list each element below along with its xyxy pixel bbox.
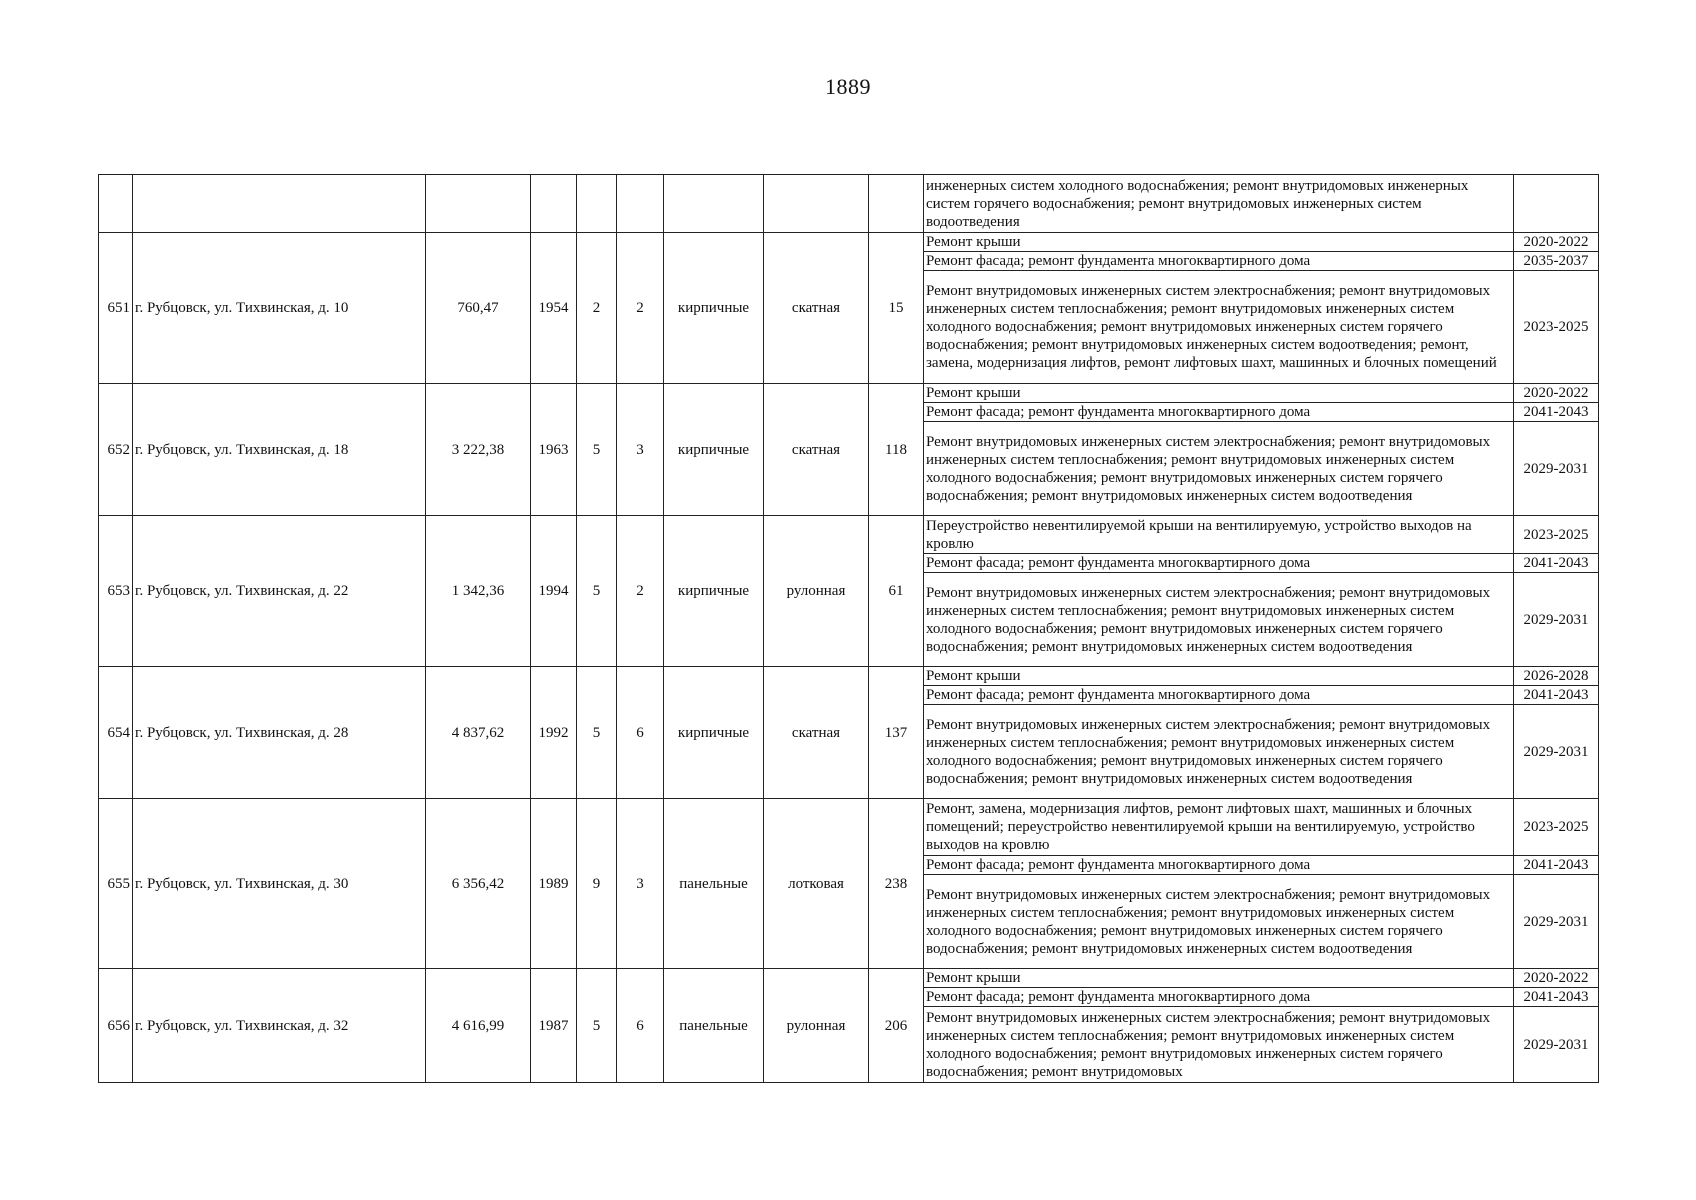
roof-cell: лотковая xyxy=(764,799,869,969)
apartments-cell: 118 xyxy=(869,384,924,516)
table-row xyxy=(99,799,1599,856)
row-number: 654 xyxy=(99,667,133,799)
roof-cell: рулонная xyxy=(764,516,869,667)
work-cell: Ремонт внутридомовых инженерных систем электроснабжения; ремонт внутридомовых инженерных систем теплоснабжения; ремонт внутридомовых инженерных систем холодного водоснабжения; ремонт внутридомовых инженерных систем горячего водоснабжения; ремонт внутридомовых инженерных систем водоотведения xyxy=(924,573,1514,667)
work-cell: Ремонт внутридомовых инженерных систем электроснабжения; ремонт внутридомовых инженерных систем теплоснабжения; ремонт внутридомовых инженерных систем холодного водоснабжения; ремонт внутридомовых инженерных систем горячего водоснабжения; ремонт внутридомовых инженерных систем водоотведения xyxy=(924,422,1514,516)
row-number: 651 xyxy=(99,233,133,384)
floors-cell: 5 xyxy=(577,516,617,667)
period-cell: 2041-2043 xyxy=(1514,403,1599,422)
apartments-cell: 61 xyxy=(869,516,924,667)
entrances-cell: 2 xyxy=(617,516,664,667)
capital-repair-register-table xyxy=(98,174,1599,1083)
entrances-cell: 3 xyxy=(617,384,664,516)
floors-cell: 5 xyxy=(577,384,617,516)
area-cell: 6 356,42 xyxy=(426,799,531,969)
area-cell: 760,47 xyxy=(426,233,531,384)
walls-cell xyxy=(664,175,764,233)
period-cell: 2023-2025 xyxy=(1514,799,1599,856)
period-cell: 2035-2037 xyxy=(1514,252,1599,271)
year-cell: 1954 xyxy=(531,233,577,384)
walls-cell: кирпичные xyxy=(664,384,764,516)
period-cell: 2023-2025 xyxy=(1514,271,1599,384)
address-cell: г. Рубцовск, ул. Тихвинская, д. 18 xyxy=(133,384,426,516)
work-cell: Ремонт фасада; ремонт фундамента многоквартирного дома xyxy=(924,988,1514,1007)
table-row xyxy=(99,969,1599,988)
apartments-cell: 206 xyxy=(869,969,924,1083)
work-cell: Ремонт фасада; ремонт фундамента многоквартирного дома xyxy=(924,403,1514,422)
period-cell: 2029-2031 xyxy=(1514,422,1599,516)
apartments-cell xyxy=(869,175,924,233)
work-cell: Ремонт внутридомовых инженерных систем электроснабжения; ремонт внутридомовых инженерных систем теплоснабжения; ремонт внутридомовых инженерных систем холодного водоснабжения; ремонт внутридомовых инженерных систем горячего водоснабжения; ремонт внутридомовых инженерных систем водоотведения xyxy=(924,705,1514,799)
period-cell: 2029-2031 xyxy=(1514,705,1599,799)
year-cell xyxy=(531,175,577,233)
work-cell: Ремонт крыши xyxy=(924,969,1514,988)
entrances-cell: 3 xyxy=(617,799,664,969)
year-cell: 1963 xyxy=(531,384,577,516)
entrances-cell xyxy=(617,175,664,233)
area-cell: 4 837,62 xyxy=(426,667,531,799)
period-cell xyxy=(1514,175,1599,233)
row-number: 652 xyxy=(99,384,133,516)
work-cell: Ремонт фасада; ремонт фундамента многоквартирного дома xyxy=(924,554,1514,573)
work-cell: Ремонт крыши xyxy=(924,667,1514,686)
work-cell: Ремонт фасада; ремонт фундамента многоквартирного дома xyxy=(924,252,1514,271)
num-cell xyxy=(99,175,133,233)
work-cell: Ремонт крыши xyxy=(924,233,1514,252)
period-cell: 2029-2031 xyxy=(1514,573,1599,667)
year-cell: 1992 xyxy=(531,667,577,799)
entrances-cell: 6 xyxy=(617,969,664,1083)
row-number: 653 xyxy=(99,516,133,667)
floors-cell: 5 xyxy=(577,667,617,799)
row-number: 655 xyxy=(99,799,133,969)
period-cell: 2020-2022 xyxy=(1514,969,1599,988)
roof-cell: скатная xyxy=(764,667,869,799)
entrances-cell: 2 xyxy=(617,233,664,384)
table-row xyxy=(99,667,1599,686)
roof-cell xyxy=(764,175,869,233)
area-cell: 4 616,99 xyxy=(426,969,531,1083)
year-cell: 1989 xyxy=(531,799,577,969)
work-cell: Ремонт фасада; ремонт фундамента многоквартирного дома xyxy=(924,686,1514,705)
apartments-cell: 238 xyxy=(869,799,924,969)
apartments-cell: 15 xyxy=(869,233,924,384)
table-row xyxy=(99,384,1599,403)
work-cell: инженерных систем холодного водоснабжения; ремонт внутридомовых инженерных систем горячего водоснабжения; ремонт внутридомовых инженерных систем водоотведения xyxy=(924,175,1514,233)
table-row xyxy=(99,233,1599,252)
period-cell: 2041-2043 xyxy=(1514,554,1599,573)
walls-cell: панельные xyxy=(664,969,764,1083)
area-cell xyxy=(426,175,531,233)
floors-cell: 5 xyxy=(577,969,617,1083)
work-cell: Ремонт крыши xyxy=(924,384,1514,403)
period-cell: 2041-2043 xyxy=(1514,988,1599,1007)
work-cell: Ремонт внутридомовых инженерных систем электроснабжения; ремонт внутридомовых инженерных систем теплоснабжения; ремонт внутридомовых инженерных систем холодного водоснабжения; ремонт внутридомовых инженерных систем горячего водоснабжения; ремонт внутридомовых инженерных систем водоотведения xyxy=(924,875,1514,969)
period-cell: 2041-2043 xyxy=(1514,856,1599,875)
year-cell: 1987 xyxy=(531,969,577,1083)
roof-cell: рулонная xyxy=(764,969,869,1083)
continuation-row xyxy=(99,175,1599,233)
roof-cell: скатная xyxy=(764,384,869,516)
floors-cell: 9 xyxy=(577,799,617,969)
area-cell: 1 342,36 xyxy=(426,516,531,667)
walls-cell: панельные xyxy=(664,799,764,969)
year-cell: 1994 xyxy=(531,516,577,667)
table-row xyxy=(99,516,1599,554)
period-cell: 2026-2028 xyxy=(1514,667,1599,686)
work-cell: Ремонт внутридомовых инженерных систем электроснабжения; ремонт внутридомовых инженерных систем теплоснабжения; ремонт внутридомовых инженерных систем холодного водоснабжения; ремонт внутридомовых инженерных систем горячего водоснабжения; ремонт внутридомовых инженерных систем водоотведения; ремонт, замена, модернизация лифтов, ремонт лифтовых шахт, машинных и блочных помещений xyxy=(924,271,1514,384)
period-cell: 2023-2025 xyxy=(1514,516,1599,554)
work-cell: Ремонт фасада; ремонт фундамента многоквартирного дома xyxy=(924,856,1514,875)
address-cell: г. Рубцовск, ул. Тихвинская, д. 22 xyxy=(133,516,426,667)
walls-cell: кирпичные xyxy=(664,516,764,667)
work-cell: Ремонт, замена, модернизация лифтов, ремонт лифтовых шахт, машинных и блочных помещений; переустройство невентилируемой крыши на вентилируемую, устройство выходов на кровлю xyxy=(924,799,1514,856)
work-cell: Ремонт внутридомовых инженерных систем электроснабжения; ремонт внутридомовых инженерных систем теплоснабжения; ремонт внутридомовых инженерных систем холодного водоснабжения; ремонт внутридомовых инженерных систем горячего водоснабжения; ремонт внутридомовых xyxy=(924,1007,1514,1083)
address-cell: г. Рубцовск, ул. Тихвинская, д. 28 xyxy=(133,667,426,799)
apartments-cell: 137 xyxy=(869,667,924,799)
floors-cell xyxy=(577,175,617,233)
walls-cell: кирпичные xyxy=(664,233,764,384)
period-cell: 2041-2043 xyxy=(1514,686,1599,705)
roof-cell: скатная xyxy=(764,233,869,384)
walls-cell: кирпичные xyxy=(664,667,764,799)
page-number: 1889 xyxy=(825,74,871,99)
period-cell: 2020-2022 xyxy=(1514,384,1599,403)
address-cell: г. Рубцовск, ул. Тихвинская, д. 10 xyxy=(133,233,426,384)
address-cell xyxy=(133,175,426,233)
period-cell: 2029-2031 xyxy=(1514,1007,1599,1083)
period-cell: 2020-2022 xyxy=(1514,233,1599,252)
area-cell: 3 222,38 xyxy=(426,384,531,516)
work-cell: Переустройство невентилируемой крыши на вентилируемую, устройство выходов на кровлю xyxy=(924,516,1514,554)
entrances-cell: 6 xyxy=(617,667,664,799)
address-cell: г. Рубцовск, ул. Тихвинская, д. 32 xyxy=(133,969,426,1083)
period-cell: 2029-2031 xyxy=(1514,875,1599,969)
row-number: 656 xyxy=(99,969,133,1083)
address-cell: г. Рубцовск, ул. Тихвинская, д. 30 xyxy=(133,799,426,969)
floors-cell: 2 xyxy=(577,233,617,384)
